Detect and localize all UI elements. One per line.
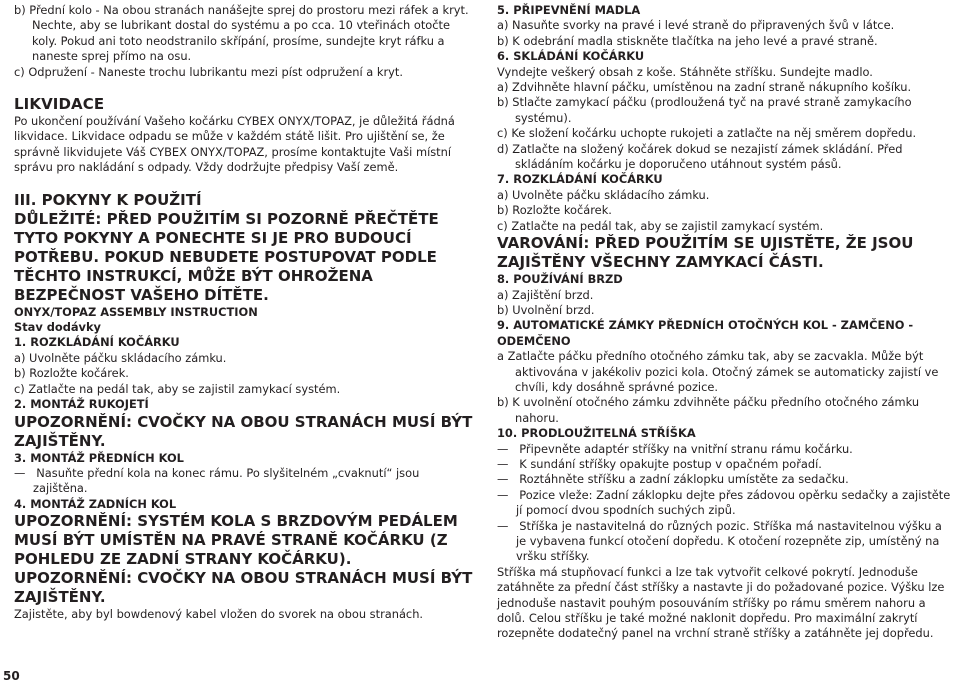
fold-step-d: d) Zatlačte na složený kočárek dokud se nezajistí zámek skládání. Před skládáním kočárku je doporučeno utáhnout systém pásů. <box>497 141 903 172</box>
important-notice: DŮLEŽITÉ: PŘED POUŽITÍM SI POZORNĚ PŘEČTĚTE TYTO POKYNY A PONECHTE SI JE PRO BUDOUCÍ POTŘEBU. POKUD NEBUDETE POSTUPOVAT PODLE TĚCHTO INSTRUKCÍ, MŮŽE BÝT OHROŽENA BEZPEČNOST VAŠEHO DÍTĚTE. <box>14 209 439 304</box>
dash-icon: — <box>497 472 509 487</box>
disposal-text: Po ukončení používání Vašeho kočárku CYBEX ONYX/TOPAZ, je důležitá řádná likvidace. Likvidace odpadu se může v každém státě lišit. Pro ujištění se, že správně likvidujete Váš CYBEX ONYX/TOPAZ, prosíme kontaktujte Vaši místní správu pro nakládání s odpady. Vždy dodržujte předpisy Vaší země. <box>14 114 455 175</box>
handle-warning: UPOZORNĚNÍ: CVOČKY NA OBOU STRANÁCH MUSÍ BÝT ZAJIŠTĚNY. <box>14 412 473 450</box>
canopy-text: Stříška má stupňovací funkci a lze tak vytvořit celkové pokrytí. Jednoduše zatáhněte za přední část stříšky a nastavte ji do požadované pozice. Výšku lze jednoduše nastavit pouhým posouváním stříšky po rámu směrem nahoru a dolů. Celou stříšku je také možné naklonit dopředu. Pro maximální zakrytí rozepněte dodatečný panel na vrchní straně stříšky a zatáhněte jej dopředu. <box>497 564 945 641</box>
unfold2-step-c: c) Zatlačte na pedál tak, aby se zajistil zamykací systém. <box>497 218 824 233</box>
fold-title: 6. SKLÁDÁNÍ KOČÁRKU <box>497 49 645 64</box>
unfold-step-b: b) Rozložte kočárek. <box>14 366 129 381</box>
left-column <box>14 3 474 623</box>
canopy-title: 10. PRODLOUŽITELNÁ STŘÍŠKA <box>497 426 696 441</box>
suspension-item: c) Odpružení - Naneste trochu lubrikantu mezi píst odpružení a kryt. <box>14 64 404 79</box>
fold-step-c: c) Ke složení kočárku uchopte rukojeti a zatlačte na něj směrem dopředu. <box>497 126 917 141</box>
canopy-item: — Pozice vleže: Zadní záklopku dejte přes zádovou opěrku sedačky a zajistěte jí pomocí dvou spodních suchých zipů. <box>497 487 951 518</box>
handle-mount-title: 2. MONTÁŽ RUKOJETÍ <box>14 397 149 412</box>
front-wheels-item: — Nasuňte přední kola na konec rámu. Po slyšitelném „cvaknutí“ jsou zajištěna. <box>14 465 420 496</box>
brakes-step-a: a) Zajištění brzd. <box>497 287 594 302</box>
unfold2-step-a: a) Uvolněte páčku skládacího zámku. <box>497 187 710 202</box>
fold-step-b: b) Stlačte zamykací páčku (prodloužená tyč na pravé straně zamykacího systému). <box>497 95 912 125</box>
dash-icon: — <box>497 487 509 502</box>
fold-step-a: a) Zdvihněte hlavní páčku, umístěnou na zadní straně nákupního košíku. <box>497 80 912 95</box>
front-wheels-title: 3. MONTÁŽ PŘEDNÍCH KOL <box>14 450 184 465</box>
dash-icon: — <box>497 441 509 456</box>
unfold2-title: 7. ROZKLÁDÁNÍ KOČÁRKU <box>497 172 663 187</box>
rear-wheels-title: 4. MONTÁŽ ZADNÍCH KOL <box>14 496 177 511</box>
rear-wheels-warning-1: UPOZORNĚNÍ: SYSTÉM KOLA S BRZDOVÝM PEDÁLEM MUSÍ BÝT UMÍSTĚN NA PRAVÉ STRANĚ KOČÁRKU (Z POHLEDU ZE ZADNÍ STRANY KOČÁRKU). <box>14 512 458 569</box>
section-heading: III. POKYNY K POUŽITÍ <box>14 190 202 209</box>
canopy-item: — Roztáhněte stříšku a zadní záklopku umístěte za sedačku. <box>497 472 849 487</box>
unfold2-step-b: b) Rozložte kočárek. <box>497 203 612 218</box>
unfold-step-a: a) Uvolněte páčku skládacího zámku. <box>14 350 227 365</box>
delivery-status: Stav dodávky <box>14 320 101 335</box>
locking-warning: VAROVÁNÍ: PŘED POUŽITÍM SE UJISTĚTE, ŽE JSOU ZAJIŠTĚNY VŠECHNY ZAMYKACÍ ČÁSTI. <box>497 234 914 272</box>
canopy-item: — K sundání stříšky opakujte postup v opačném pořadí. <box>497 456 822 471</box>
swivel-step-b: b) K uvolnění otočného zámku zdvihněte páčku předního otočného zámku nahoru. <box>497 395 920 425</box>
handle-step-a: a) Nasuňte svorky na pravé i levé straně do připravených švů v látce. <box>497 18 895 33</box>
canopy-item: — Stříška je nastavitelná do různých pozic. Stříška má nastavitelnou výšku a je vybavena funkcí otočení dopředu. K otočení rozepněte zip, umístěný na vršku stříšky. <box>497 518 942 564</box>
rear-wheels-text: Zajistěte, aby byl bowdenový kabel vložen do svorek na obou stranách. <box>14 607 424 622</box>
dash-icon: — <box>497 456 509 471</box>
swivel-title: 9. AUTOMATICKÉ ZÁMKY PŘEDNÍCH OTOČNÝCH KOL - ZAMČENO - ODEMČENO <box>497 318 914 348</box>
canopy-item: — Připevněte adaptér stříšky na vnitřní stranu rámu kočárku. <box>497 441 853 456</box>
swivel-step-a: a Zatlačte páčku předního otočného zámku tak, aby se zacvakla. Může být aktivována v jakékoliv pozici kola. Otočný zámek se automaticky zajistí ve chvíli, kdy dosáhně správné pozice. <box>497 349 939 394</box>
handle-step-b: b) K odebrání madla stiskněte tlačítka na jeho levé a pravé straně. <box>497 33 878 48</box>
page-number: 50 <box>3 669 20 683</box>
brakes-title: 8. POUŽÍVÁNÍ BRZD <box>497 272 623 287</box>
rear-wheels-warning-2: UPOZORNĚNÍ: CVOČKY NA OBOU STRANÁCH MUSÍ BÝT ZAJIŠTĚNY. <box>14 569 473 607</box>
fold-intro: Vyndejte veškerý obsah z koše. Stáhněte stříšku. Sundejte madlo. <box>497 64 873 79</box>
disposal-heading: LIKVIDACE <box>14 95 105 114</box>
brakes-step-b: b) Uvolnění brzd. <box>497 302 595 317</box>
unfold-title: 1. ROZKLÁDÁNÍ KOČÁRKU <box>14 335 180 350</box>
unfold-step-c: c) Zatlačte na pedál tak, aby se zajistil zamykací systém. <box>14 381 341 396</box>
dash-icon: — <box>497 518 509 533</box>
dash-icon: — <box>14 465 26 480</box>
right-column <box>497 3 952 642</box>
assembly-title: ONYX/TOPAZ ASSEMBLY INSTRUCTION <box>14 304 258 319</box>
handle-title: 5. PŘIPEVNĚNÍ MADLA <box>497 3 641 17</box>
front-wheel-item: b) Přední kolo - Na obou stranách nanášejte sprej do prostoru mezi ráfek a kryt. Nechte, aby se lubrikant dostal do systému a po cca. 10 vteřinách otočte koly. Pokud ani toto neodstranilo skřípání, prosíme, sundejte kryt ráfku a naneste sprej přímo na osu. <box>14 3 469 64</box>
